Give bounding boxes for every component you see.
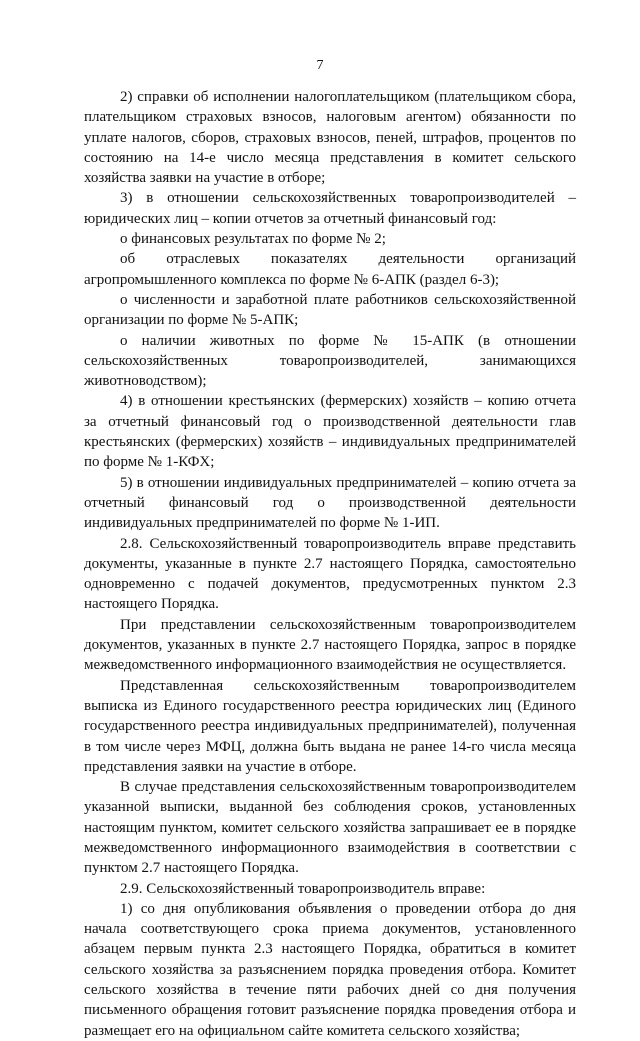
paragraph-form-6-apk: об отраслевых показателях деятельности организаций агропромышленного комплекса по форме № 6-АПК (раздел 6-3); (84, 251, 576, 288)
paragraph-form-2: о финансовых результатах по форме № 2; (120, 231, 386, 248)
paragraph-section-2-9: 2.9. Сельскохозяйственный товаропроизводитель вправе: (120, 880, 486, 897)
paragraph-no-interagency-request: При представлении сельскохозяйственным товаропроизводителем документов, указанных в пункте 2.7 настоящего Порядка, запрос в порядке межведомственного информационного взаимодействия не осуществляется. (84, 616, 576, 674)
paragraph-registry-extract: Представленная сельскохозяйственным товаропроизводителем выписка из Единого государственного реестра юридических лиц (Единого государственного реестра индивидуальных предпринимателей), полученная в том числе через МФЦ, должна быть выдана не ранее 14-го числа месяца представления заявки на участие в отборе. (84, 677, 576, 775)
page-number: 7 (316, 58, 324, 73)
document-body (84, 87, 576, 1041)
paragraph-form-15-apk: о наличии животных по форме № 15-АПК (в отношении сельскохозяйственных товаропроизводителей, занимающихся животноводством); (84, 332, 576, 390)
paragraph-tax-certificate: 2) справки об исполнении налогоплательщиком (плательщиком сбора, плательщиком страховых взносов, налоговым агентом) обязанности по уплате налогов, сборов, страховых взносов, пеней, штрафов, процентов по состоянию на 14-е число месяца представления в комитет сельского хозяйства заявки на участие в отборе; (84, 89, 576, 187)
paragraph-clarification-request: 1) со дня опубликования объявления о проведении отбора до дня начала соответствующего срока приема документов, установленного абзацем первым пункта 2.3 настоящего Порядка, обратиться в комитет сельского хозяйства за разъяснением порядка проведения отбора. Комитет сельского хозяйства в течение пяти рабочих дней со дня получения письменного обращения готовит разъяснение порядка проведения отбора и размещает его на официальном сайте комитета сельского хозяйства; (84, 900, 576, 1039)
paragraph-individual-entrepreneurs: 5) в отношении индивидуальных предпринимателей – копию отчета за отчетный финансовый год о производственной деятельности индивидуальных предпринимателей по форме № 1-ИП. (84, 474, 576, 532)
paragraph-legal-entities-reports: 3) в отношении сельскохозяйственных товаропроизводителей – юридических лиц – копии отчетов за отчетный финансовый год: (84, 190, 576, 227)
paragraph-extract-deadline: В случае представления сельскохозяйственным товаропроизводителем указанной выписки, выданной без соблюдения сроков, установленных настоящим пунктом, комитет сельского хозяйства запрашивает ее в порядке межведомственного информационного взаимодействия в соответствии с пунктом 2.7 настоящего Порядка. (84, 779, 576, 877)
paragraph-farm-households: 4) в отношении крестьянских (фермерских) хозяйств – копию отчета за отчетный финансовый год о производственной деятельности глав крестьянских (фермерских) хозяйств – индивидуальных предпринимателей по форме № 1-КФХ; (84, 393, 576, 471)
paragraph-form-5-apk: о численности и заработной плате работников сельскохозяйственной организации по форме № 5-АПК; (84, 291, 576, 329)
paragraph-section-2-8: 2.8. Сельскохозяйственный товаропроизводитель вправе представить документы, указанные в пункте 2.7 настоящего Порядка, самостоятельно одновременно с подачей документов, предусмотренных пунктом 2.3 настоящего Порядка. (84, 535, 576, 613)
